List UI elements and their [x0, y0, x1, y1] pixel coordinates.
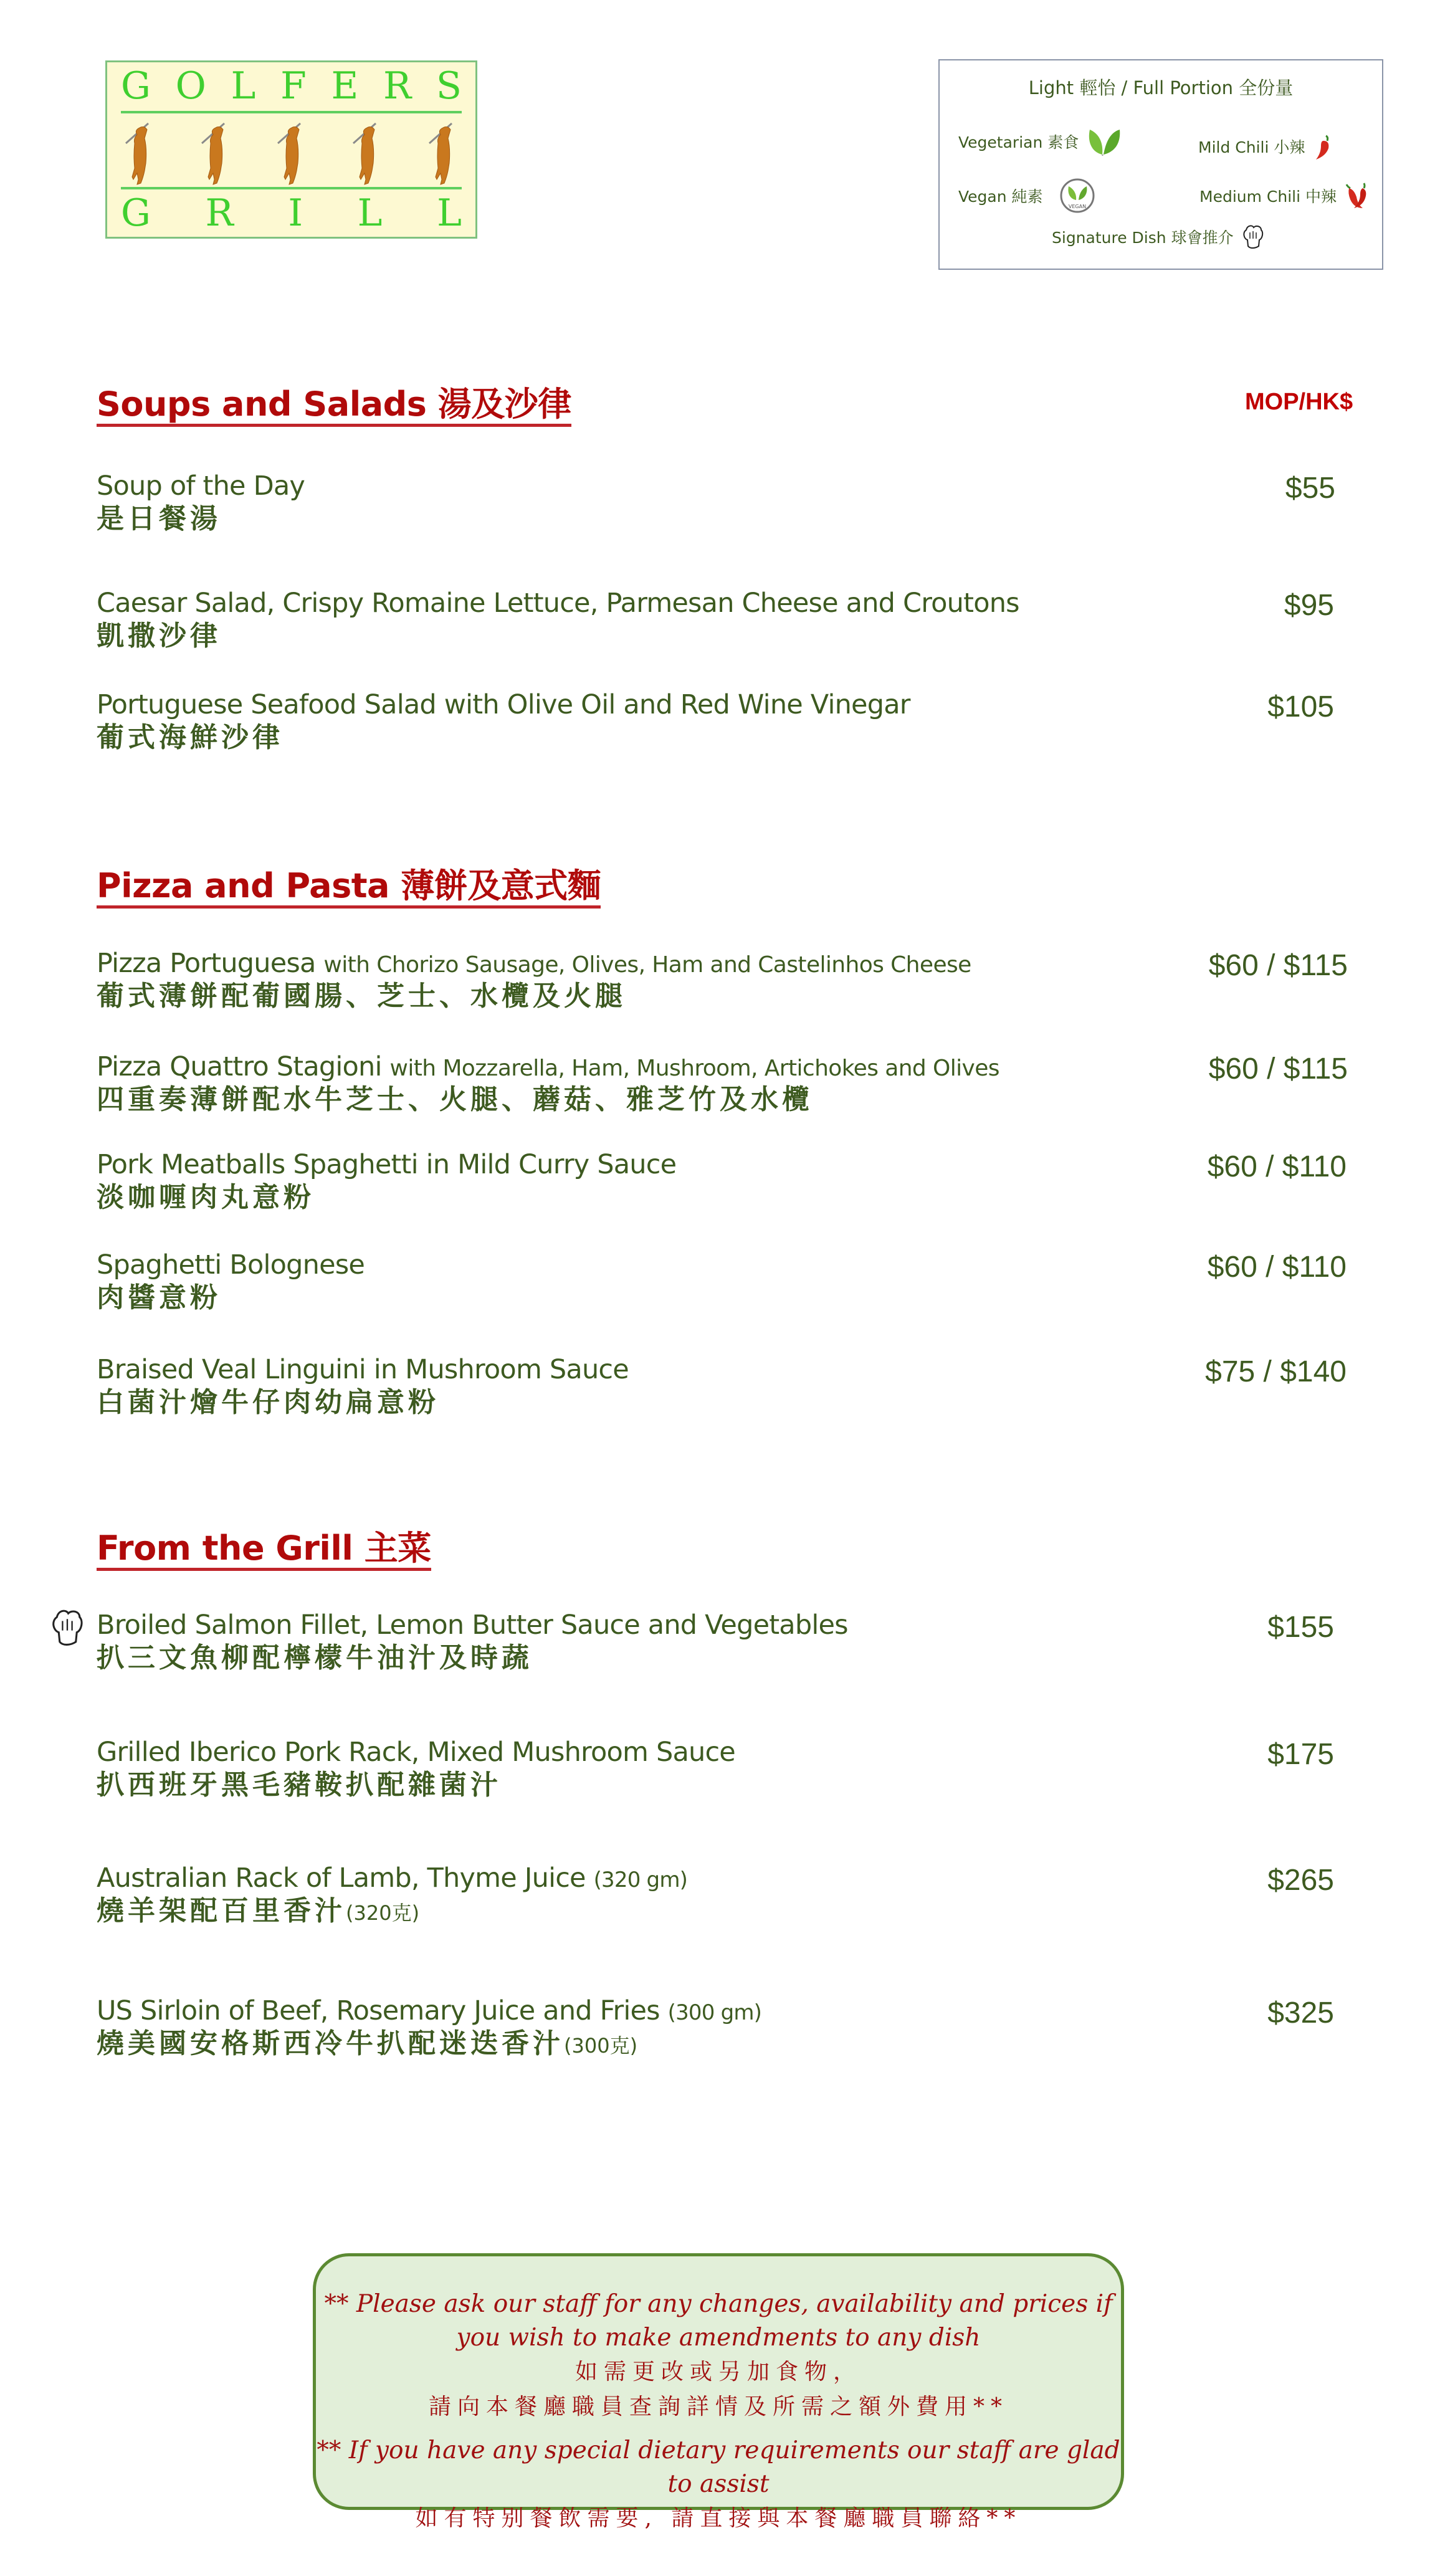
item-price: $55: [1285, 472, 1335, 505]
golfer-icon: [351, 118, 383, 187]
item-name: Grilled Iberico Pork Rack, Mixed Mushroom Sauce: [97, 1737, 735, 1768]
item-name: Braised Veal Linguini in Mushroom Sauce: [97, 1354, 629, 1385]
golfer-icon: [123, 118, 156, 187]
item-name: Pizza Quattro Stagioni with Mozzarella, Ham, Mushroom, Artichokes and Olives: [97, 1051, 999, 1082]
vegan-badge-icon: [1059, 178, 1095, 214]
chili-icon: [1313, 133, 1332, 160]
item-name-zh: 燒美國安格斯西冷牛扒配迷迭香汁(300克): [97, 2028, 638, 2060]
section-title-pizza-pasta: Pizza and Pasta 薄餅及意式麵: [97, 869, 601, 909]
menu-item: [97, 1737, 1348, 1802]
item-weight-zh: (320克): [346, 1901, 420, 1925]
item-name-zh: 四重奏薄餅配水牛芝士、火腿、蘑菇、雅芝竹及水欖: [97, 1084, 813, 1116]
item-price: $265: [1267, 1864, 1334, 1897]
item-name: Caesar Salad, Crispy Romaine Lettuce, Parmesan Cheese and Croutons: [97, 588, 1019, 619]
item-name-zh: 燒羊架配百里香汁(320克): [97, 1895, 420, 1927]
item-name-zh: 是日餐湯: [97, 503, 221, 535]
section-title-from-the-grill: From the Grill 主菜: [97, 1532, 431, 1571]
item-name: Australian Rack of Lamb, Thyme Juice (320 gm): [97, 1863, 688, 1894]
item-name-zh: 凱撒沙律: [97, 620, 221, 652]
legend-item-medium-chili: Medium Chili 中辣: [1199, 182, 1370, 209]
item-price: $95: [1284, 589, 1334, 622]
item-name-zh: 肉醬意粉: [97, 1282, 221, 1314]
menu-item: [97, 471, 1348, 536]
item-description: with Mozzarella, Ham, Mushroom, Artichokes and Olives: [389, 1056, 999, 1081]
item-name: US Sirloin of Beef, Rosemary Juice and Fries (300 gm): [97, 1995, 762, 2026]
item-name: Portuguese Seafood Salad with Olive Oil and Red Wine Vinegar: [97, 689, 910, 720]
currency-label: MOP/HK$: [1245, 389, 1353, 415]
item-name-zh: 淡咖喱肉丸意粉: [97, 1181, 315, 1214]
item-price: $325: [1267, 1996, 1334, 2030]
item-name: Pork Meatballs Spaghetti in Mild Curry Sauce: [97, 1149, 677, 1180]
item-price: $175: [1267, 1738, 1334, 1771]
item-price: $60 / $110: [1207, 1251, 1347, 1284]
double-chili-icon: [1340, 182, 1370, 209]
golfer-icon: [199, 118, 232, 187]
staff-notice-box: [313, 2253, 1124, 2531]
item-name: Spaghetti Bolognese: [97, 1249, 365, 1281]
golfer-icon: [427, 118, 459, 187]
logo-divider: [121, 111, 462, 113]
item-weight-zh: (300克): [564, 2034, 638, 2058]
legend-item-signature: Signature Dish 球會推介: [1052, 224, 1264, 250]
menu-item: [97, 1610, 1348, 1675]
logo-word-grill: G R I L L: [121, 191, 462, 235]
signature-chef-hat-icon: [50, 1608, 85, 1648]
item-price: $60 / $115: [1208, 949, 1348, 982]
legend-title: Light 輕怡 / Full Portion 全份量: [1028, 77, 1294, 98]
menu-item: [97, 1150, 1348, 1214]
logo-word-golfers: G O L F E R S: [121, 64, 462, 108]
menu-item: [97, 1052, 1348, 1117]
menu-item: [97, 588, 1348, 653]
golfer-figures: [121, 118, 462, 187]
item-price: $75 / $140: [1205, 1355, 1347, 1388]
section-title-soups-salads: Soups and Salads 湯及沙律: [97, 388, 571, 427]
notice-changes: ** Please ask our staff for any changes, availability and prices if you wish to make amendments to any dish 如需更改或另加食物， 請向本餐廳職員查詢詳情及所需之額外費用**: [324, 2290, 1113, 2420]
menu-item: [97, 948, 1348, 1013]
item-name-zh: 白菌汁燴牛仔肉幼扁意粉: [97, 1386, 439, 1419]
item-weight: (300 gm): [667, 2000, 762, 2025]
item-description: with Chorizo Sausage, Olives, Ham and Castelinhos Cheese: [323, 952, 971, 978]
legend-item-vegetarian: Vegetarian 素食: [958, 127, 1121, 156]
item-name-zh: 扒西班牙黑毛豬鞍扒配雜菌汁: [97, 1769, 502, 1801]
menu-legend: [938, 59, 1383, 270]
item-price: $60 / $110: [1207, 1150, 1347, 1183]
item-price: $60 / $115: [1208, 1052, 1348, 1085]
svg-text:VEGAN: VEGAN: [1068, 204, 1086, 209]
golfers-grill-logo: [105, 60, 477, 239]
legend-item-vegan: Vegan 純素 VEGAN: [958, 178, 1095, 214]
logo-divider: [121, 187, 462, 189]
menu-item: [97, 1863, 1348, 1928]
item-name: Broiled Salmon Fillet, Lemon Butter Sauce and Vegetables: [97, 1610, 848, 1641]
golfer-icon: [275, 118, 308, 187]
item-price: $155: [1267, 1611, 1334, 1644]
chef-hat-icon: [1242, 224, 1264, 250]
menu-item: [97, 1250, 1348, 1315]
item-name-zh: 葡式海鮮沙律: [97, 722, 284, 754]
item-name-zh: 葡式薄餅配葡國腸、芝士、水欖及火腿: [97, 980, 626, 1013]
menu-item: [97, 1996, 1348, 2061]
leaf-icon: [1087, 127, 1121, 156]
menu-item: [97, 690, 1348, 755]
item-name: Soup of the Day: [97, 470, 305, 502]
menu-item: [97, 1355, 1348, 1419]
legend-item-mild-chili: Mild Chili 小辣: [1198, 133, 1332, 160]
item-weight: (320 gm): [593, 1868, 688, 1892]
item-name-zh: 扒三文魚柳配檸檬牛油汁及時蔬: [97, 1642, 533, 1674]
item-name: Pizza Portuguesa with Chorizo Sausage, Olives, Ham and Castelinhos Cheese: [97, 948, 971, 979]
notice-dietary: ** If you have any special dietary requirements our staff are glad to assist 如有特别餐飲需要, 請直接與本餐廳職員聯絡**: [317, 2436, 1120, 2531]
item-price: $105: [1267, 690, 1334, 723]
